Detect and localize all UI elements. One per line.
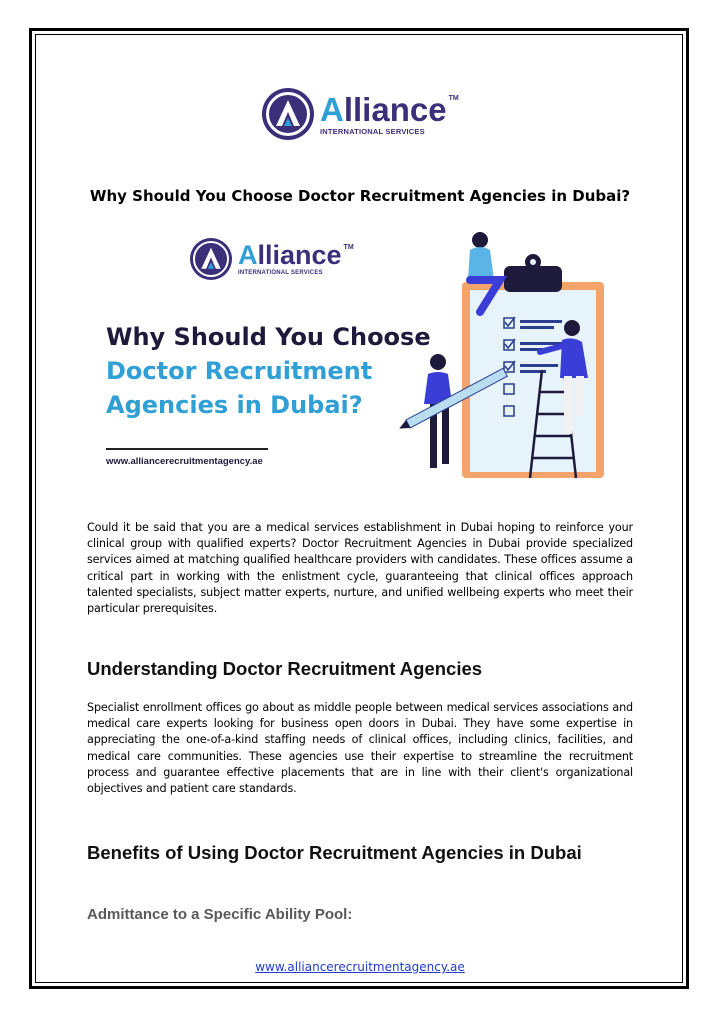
banner-heading-line3: Agencies in Dubai?	[106, 391, 363, 419]
logo-subtitle: INTERNATIONAL SERVICES	[320, 126, 425, 136]
footer-website-link[interactable]: www.alliancerecruitmentagency.ae	[255, 960, 465, 974]
page-border-inner	[35, 34, 683, 983]
banner-heading-line1: Why Should You Choose	[106, 323, 431, 351]
feature-banner	[92, 220, 626, 488]
clipboard-illustration	[392, 220, 622, 482]
banner-logo-subtitle: INTERNATIONAL SERVICES	[238, 270, 323, 276]
banner-divider	[106, 448, 268, 450]
alliance-logo-icon	[262, 88, 314, 140]
section-heading-benefits: Benefits of Using Doctor Recruitment Agencies in Dubai	[87, 842, 582, 863]
banner-logo-icon	[190, 238, 232, 280]
alliance-logo	[262, 88, 459, 140]
banner-url: www.alliancerecruitmentagency.ae	[106, 456, 263, 467]
logo-wordmark: A lliance TM	[320, 90, 459, 128]
banner-heading-line2: Doctor Recruitment	[106, 357, 373, 385]
section-heading-understanding: Understanding Doctor Recruitment Agencies	[87, 658, 483, 679]
understanding-paragraph: Specialist enrollment offices go about as middle people between medical services associations and medical care experts looking for business open doors in Dubai. They have some expertise in appreciating the one-of-a-kind staffing needs of clinical offices, including clinics, facilities, and medical care communities. These agencies use their expertise to streamline the recruitment process and guarantee effective placements that are in line with their client's organizational objectives and patient care standards.	[87, 701, 633, 796]
banner-logo	[190, 238, 354, 280]
banner-logo-wordmark: A lliance TM	[238, 240, 354, 270]
document-title: Why Should You Choose Doctor Recruitment Agencies in Dubai?	[89, 187, 631, 205]
intro-paragraph: Could it be said that you are a medical services establishment in Dubai hoping to reinforce your clinical group with qualified experts? Doctor Recruitment Agencies in Dubai provide specialized services aimed at matching qualified healthcare providers with candidates. These offices assume a critical part in working with the enlistment cycle, guaranteeing that clinical offices approach talented specialists, subject matter experts, nurture, and unified wellbeing experts who meet their particular prerequisites.	[87, 521, 633, 616]
subheading-talent-pool: Admittance to a Specific Ability Pool:	[87, 906, 353, 923]
